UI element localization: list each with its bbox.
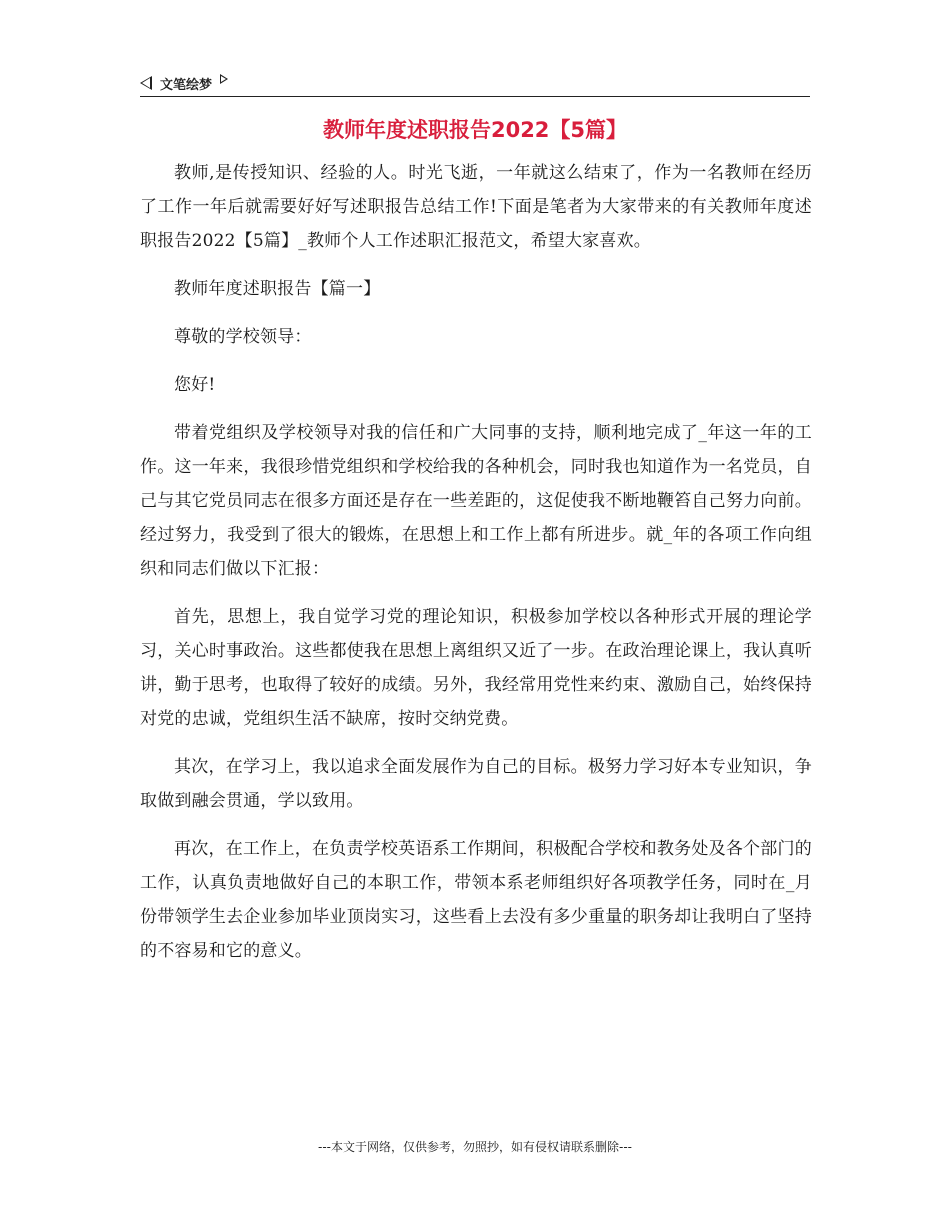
page-footer: ---本文于网络，仅供参考，勿照抄，如有侵权请联系删除---: [318, 1140, 632, 1154]
greeting: 您好!: [174, 375, 216, 395]
paragraph: 再次，在工作上，在负责学校英语系工作期间，积极配合学校和教务处及各个部门的工作，认真负责地做好自己的本职工作，带领本系老师组织好各项教学任务，同时在_月份带领学生去企业参加毕业顶岗实习，这些看上去没有多少重量的职务却让我明白了坚持的不容易和它的意义。: [140, 839, 812, 961]
paragraph: 首先，思想上，我自觉学习党的理论知识，积极参加学校以各种形式开展的理论学习，关心时事政治。这些都使我在思想上离组织又近了一步。在政治理论课上，我认真听讲，勤于思考，也取得了较好的成绩。另外，我经常用党性来约束、激励自己，始终保持对党的忠诚，党组织生活不缺席，按时交纳党费。: [140, 607, 812, 729]
document-body: [140, 156, 812, 982]
brand-name: 文笔绘梦: [160, 77, 213, 93]
paragraph: 其次，在学习上，我以追求全面发展作为自己的目标。极努力学习好本专业知识，争取做到融会贯通，学以致用。: [140, 757, 812, 811]
triangle-right-icon: [220, 74, 228, 84]
document-title: 教师年度述职报告2022【5篇】: [322, 118, 628, 142]
paragraph: 带着党组织及学校领导对我的信任和广大同事的支持，顺利地完成了_年这一年的工作。这一年来，我很珍惜党组织和学校给我的各种机会，同时我也知道作为一名党员，自己与其它党员同志在很多方面还是存在一些差距的，这促使我不断地鞭笞自己努力向前。经过努力，我受到了很大的锻炼，在思想上和工作上都有所进步。就_年的各项工作向组织和同志们做以下汇报：: [140, 423, 812, 579]
section-heading: 教师年度述职报告【篇一】: [174, 279, 381, 299]
page-header: [140, 70, 810, 97]
salutation: 尊敬的学校领导：: [174, 327, 312, 347]
paragraph-intro: 教师,是传授知识、经验的人。时光飞逝，一年就这么结束了，作为一名教师在经历了工作一年后就需要好好写述职报告总结工作!下面是笔者为大家带来的有关教师年度述职报告2022【5篇】_教师个人工作述职汇报范文，希望大家喜欢。: [140, 163, 812, 251]
triangle-left-icon: [140, 76, 152, 90]
